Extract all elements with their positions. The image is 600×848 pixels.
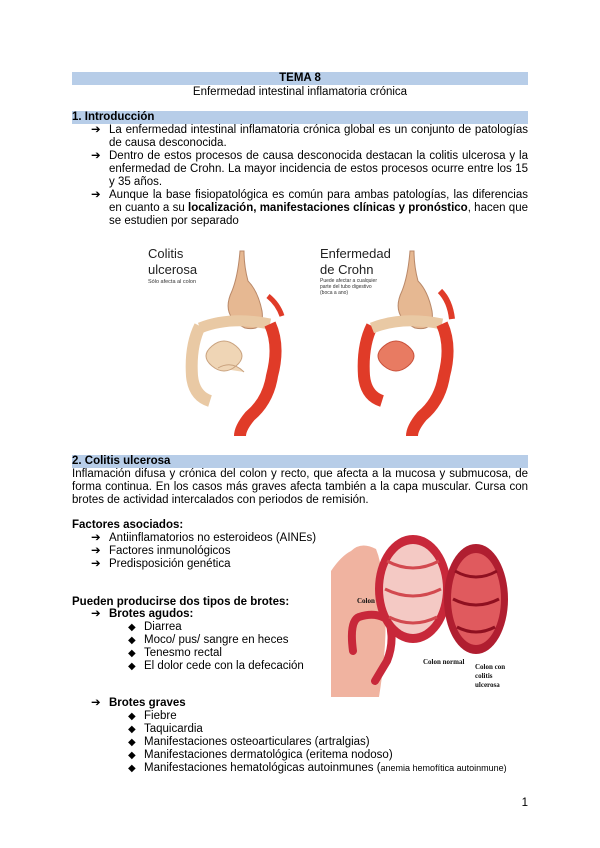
list-item: ➔ Predisposición genética xyxy=(91,558,231,570)
agudos-heading-list xyxy=(91,608,331,621)
factors-title: Factores asociados: xyxy=(72,519,184,531)
list-item: ◆ Fiebre xyxy=(128,710,177,722)
diamond-icon: ◆ xyxy=(128,750,136,761)
diamond-icon: ◆ xyxy=(128,763,136,774)
diamond-icon: ◆ xyxy=(128,737,136,748)
figure-right-sub-1: Puede afectar a cualquier xyxy=(320,278,377,284)
colon-figure xyxy=(331,531,512,697)
list-item: ◆ El dolor cede con la defecación xyxy=(128,660,304,672)
graves-list xyxy=(128,710,528,775)
arrow-icon: ➔ xyxy=(91,558,101,570)
list-item: ➔ Antiinflamatorios no esteroideos (AINEs) xyxy=(91,532,317,544)
diamond-icon: ◆ xyxy=(128,622,136,633)
document-title: TEMA 8 xyxy=(72,72,528,85)
list-item: ➔ Aunque la base fisiopatológica es común para ambas patologías, las diferencias en cuanto a su localización, manifestaciones clínicas y pronóstico, hacen que se estudien por separado xyxy=(91,189,528,227)
brotes-title: Pueden producirse dos tipos de brotes: xyxy=(72,596,290,608)
page-number: 1 xyxy=(521,797,528,809)
arrow-icon: ➔ xyxy=(91,150,101,162)
label-colitis-2: colitis xyxy=(475,672,493,680)
list-item: ◆ Manifestaciones hematológicas autoinmunes (anemia hemofítica autoinmune) xyxy=(128,762,507,774)
list-item: ➔ La enfermedad intestinal inflamatoria crónica global es un conjunto de patologías de causa desconocida. xyxy=(91,124,528,149)
arrow-icon: ➔ xyxy=(91,545,101,557)
list-item: ➔ Brotes agudos: xyxy=(91,608,194,620)
list-item: ◆ Moco/ pus/ sangre en heces xyxy=(128,634,289,646)
arrow-icon: ➔ xyxy=(91,608,101,620)
figure-left-title-2: ulcerosa xyxy=(148,262,198,277)
diamond-icon: ◆ xyxy=(128,635,136,646)
diamond-icon: ◆ xyxy=(128,724,136,735)
figure-right-title-1: Enfermedad xyxy=(320,246,391,261)
label-colon: Colon xyxy=(357,597,375,605)
figure-right-sub-3: (boca a ano) xyxy=(320,290,349,296)
label-colon-normal: Colon normal xyxy=(423,658,465,666)
list-item: ➔ Factores inmunológicos xyxy=(91,545,231,557)
figure-right-title-2: de Crohn xyxy=(320,262,374,277)
colitis-crohn-figure xyxy=(140,236,460,441)
label-colitis-1: Colon con xyxy=(475,663,506,671)
list-item: ◆ Taquicardia xyxy=(128,723,203,735)
diamond-icon: ◆ xyxy=(128,648,136,659)
agudos-list xyxy=(128,621,328,673)
figure-right-sub-2: parte del tubo digestivo xyxy=(320,284,372,290)
list-item: ◆ Manifestaciones osteoarticulares (artralgias) xyxy=(128,736,370,748)
figure-left-subtitle: Sólo afecta al colon xyxy=(148,279,197,285)
arrow-icon: ➔ xyxy=(91,124,101,136)
list-item: ◆ Diarrea xyxy=(128,621,182,633)
list-item: ◆ Tenesmo rectal xyxy=(128,647,222,659)
arrow-icon: ➔ xyxy=(91,189,101,201)
label-colitis-3: ulcerosa xyxy=(475,681,500,689)
section1-heading: 1. Introducción xyxy=(72,111,528,124)
diamond-icon: ◆ xyxy=(128,711,136,722)
normal-colon-inner-shape xyxy=(383,544,443,634)
arrow-icon: ➔ xyxy=(91,532,101,544)
section1-list xyxy=(91,124,528,228)
figure-left-title-1: Colitis xyxy=(148,246,184,261)
list-item: ➔ Brotes graves xyxy=(91,697,186,709)
graves-heading-list xyxy=(91,697,331,710)
section2-paragraph: Inflamación difusa y crónica del colon y recto, que afecta a la mucosa y submucosa, de forma continua. En los casos más graves afecta también a la capa muscular. Cursa con brotes de actividad intercalados con periodos de remisión. xyxy=(72,468,528,506)
list-item: ◆ Manifestaciones dermatológica (eritema nodoso) xyxy=(128,749,393,761)
diamond-icon: ◆ xyxy=(128,661,136,672)
arrow-icon: ➔ xyxy=(91,697,101,709)
section2-heading: 2. Colitis ulcerosa xyxy=(72,455,528,468)
list-item: ➔ Dentro de estos procesos de causa desconocida destacan la colitis ulcerosa y la enfermedad de Crohn. La mayor incidencia de estos procesos ocurre entre los 15 y 35 años. xyxy=(91,150,528,188)
factors-list xyxy=(91,532,331,571)
document-subtitle: Enfermedad intestinal inflamatoria crónica xyxy=(192,86,408,98)
